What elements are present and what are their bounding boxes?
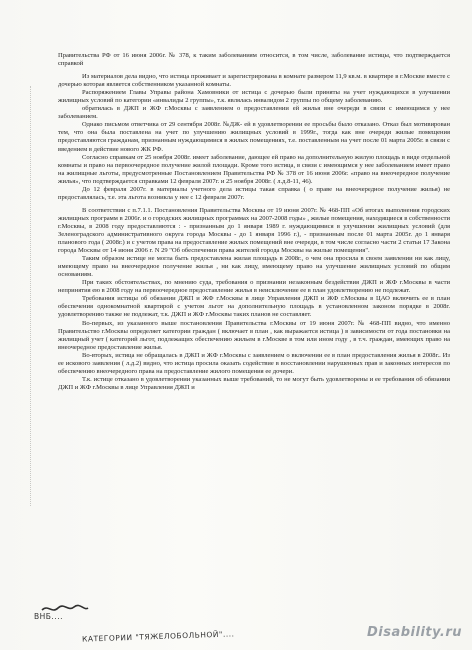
paragraph: Из материалов дела видно, что истица проживает и зарегистрирована в комнате размером 11,9 кв.м. в квартире в г.Москве вместе с дочерью которая является собственником указанной комнаты.	[58, 73, 450, 89]
paragraph: До 12 февраля 2007г. в материалы учетного дела истицы такая справка ( о праве на внеочередное получение жилья) не предоставлялась, т.е. эта льгота возникла у нее с 12 февраля 2007г.	[58, 185, 450, 201]
paragraph: Согласно справкам от 25 ноября 2008г. имеет заболевание, дающее ей право на дополнительную жилую площадь в виде отдельной комнаты и право на первоочередное получение жилой площади. Кроме того истица, в связи с имеющимся у нее заболеванием имеет право на жилищные льготы, предусмотренные Постановлением Правительства РФ № 378 от 16 июня 2006г. «право на внеочередное получение жилья», что подтверждается справками 12 февраля 2007г. и 25 ноября 2008г. ( л.д.8-11, 46).	[58, 153, 450, 185]
paragraph: Правительства РФ от 16 июня 2006г. № 378, к таким заболеваниям относится, в том числе, заболевание истицы, что подтверждается справкой	[58, 52, 450, 68]
paragraph: Т.к. истице отказано в удовлетворении указанных выше требований, то не могут быть удовлетворены и ее требования об обязании ДЖП и ЖФ г.Москвы в лице Управления ДЖП и	[58, 375, 450, 391]
margin-line	[30, 86, 41, 506]
handwritten-note-1: ВНБ....	[34, 612, 63, 621]
watermark: Disability.ru	[366, 625, 462, 640]
paragraph: Однако письмом ответчика от 29 сентября 2008г. №ДЖ- ей в удовлетворении ее просьбы было отказано. Отказ был мотивирован тем, что она была поставлена на учет по улучшению жилищных условий в 1999г., тогда как вне очереди жилые помещения предоставляются гражданам, признанным нуждающимися в жилых помещениях, т.е. поставленным на учет после 01 марта 2005г. в связи с введением в действие нового ЖК РФ.	[58, 121, 450, 153]
paragraph: Требования истицы об обязании ДЖП и ЖФ г.Москвы в лице Управления ДЖП и ЖФ г.Москвы в ЦАО включить ее в план обеспечения однокомнатной квартирой с учетом льгот на дополнительную площадь в установленном законом порядке в 2008г. удовлетворению также не подлежат, т.к. ДЖП и ЖФ г.Москвы таких планов не составляет.	[58, 295, 450, 319]
paragraph: Во-вторых, истица не обращалась в ДЖП и ЖФ г.Москвы с заявлением о включении ее в план предоставления жилья в 2008г.. Из ее искового заявления ( л.д.2) видно, что истица просила оказать содействие в восстановлении нарушенных прав и законных интересов по обеспечению внеочередного права на предоставление жилого помещения ее дочери.	[58, 351, 450, 375]
paragraph: Таким образом истице не могла быть предоставлена жилая площадь в 2008г., о чем она просила в своем заявлении ни как лицу, имеющему право на внеочередное получение жилья , ни как лицу, имеющему право на улучшение жилищных условий по общим основаниям.	[58, 255, 450, 279]
handwritten-note-2: КАТЕГОРИИ "ТЯЖЕЛОБОЛЬНОЙ"....	[81, 629, 235, 644]
document-body	[58, 52, 450, 392]
paragraph: Распоряжением Главы Управы района Хамовники от истица с дочерью были приняты на учет нуждающихся в улучшении жилищных условий по категории «инвалиды 2 группы», т.к. являлась инвалидом 2 группы по общему заболеванию.	[58, 89, 450, 105]
paragraph: В соответствии с п.7.1.1. Постановления Правительства Москвы от 19 июня 2007г. № 468-ПП «Об итогах выполнения городских жилищных программ в 2006г. и о городских жилищных программах на 2007-2008 годы» , жилые помещения, находящиеся в собственности г.Москвы, в 2008 году предоставляются : - признанным до 1 января 1989 г. нуждающимися в улучшении жилищных условий (для Зеленоградского административного округа города Москвы - до 1 января 1996 г.), - признанным после 01 марта 2005г. до 1 января планового года ( 2008г.) и с учетом права на предоставление жилых помещений вне очереди, в том числе согласно части 2 статьи 17 Закона города Москвы от 14 июня 2006 г. N 29 "Об обеспечении права жителей города Москвы на жилые помещения".	[58, 206, 450, 255]
paragraph: обратилась в ДЖП и ЖФ г.Москвы с заявлением о предоставлении ей жилья вне очереди в связи с имеющимся у нее заболеванием.	[58, 105, 450, 121]
paragraph: При таких обстоятельствах, по мнению суда, требования о признании незаконным бездействия ДЖП и ЖФ г.Москвы в части непринятия ею в 2008 году на первоочередное предоставление жилья в неисключение ее в план удовлетворению не подлежат.	[58, 279, 450, 295]
paragraph: Во-первых, из указанного выше постановления Правительства г.Москвы от 19 июня 2007г. № 468-ПП видно, что именно Правительство г.Москвы определяет категории граждан ( включает в план , как выражается истица ) в зависимости от года постановки на жилищный учет ( категорий льгот, подлежащих обеспечению жильем в г.Москве в том или ином году , в т.ч. граждан, имеющих право на внеочередное предоставление жилья.	[58, 319, 450, 351]
